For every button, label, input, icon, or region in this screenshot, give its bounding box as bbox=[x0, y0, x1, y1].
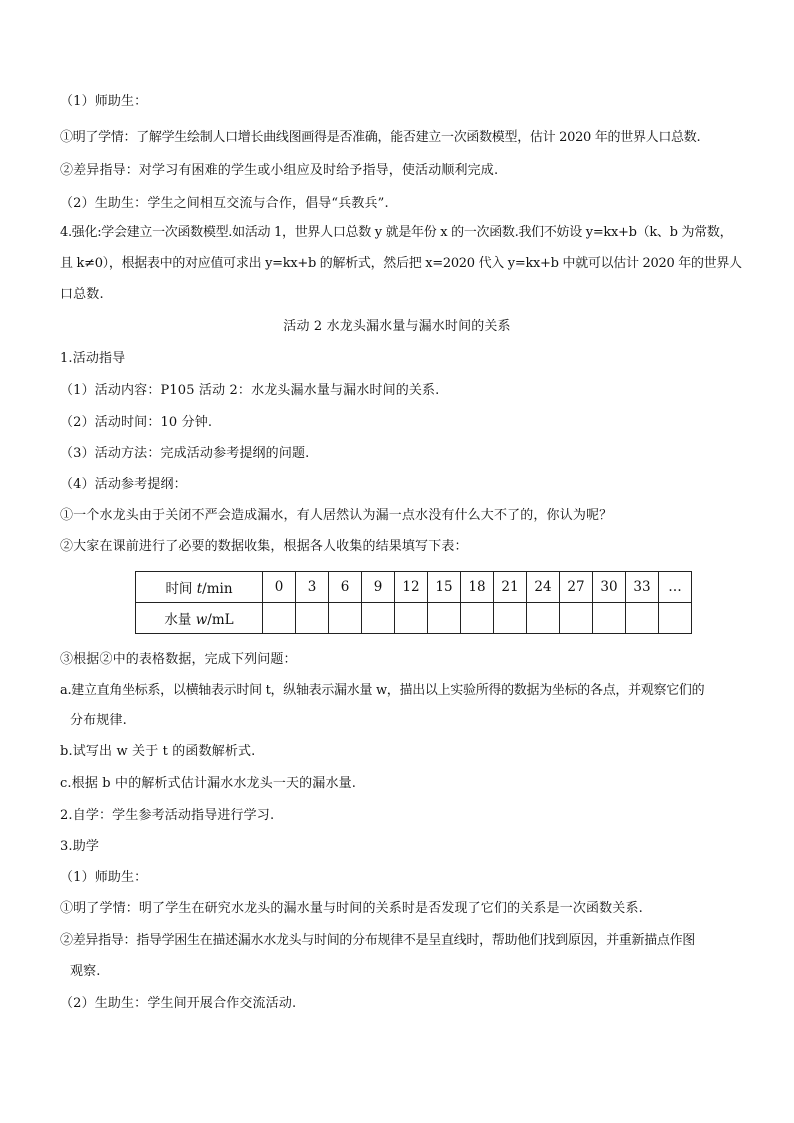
para-differentiated-guidance: ②差异指导：对学习有困难的学生或小组应及时给予指导，使活动顺利完成. bbox=[60, 163, 499, 178]
water-cell[interactable] bbox=[560, 603, 593, 634]
para-activity-time: （2）活动时间：10 分钟. bbox=[60, 415, 213, 430]
water-cell[interactable] bbox=[461, 603, 494, 634]
section-heading: 活动 2 水龙头漏水量与漏水时间的关系 bbox=[283, 319, 511, 334]
para-teacher-help: （1）师助生： bbox=[60, 94, 148, 109]
para-activity-content: （1）活动内容：P105 活动 2：水龙头漏水量与漏水时间的关系. bbox=[60, 383, 440, 398]
para-reinforce-1: 4.强化:学会建立一次函数模型.如活动 1，世界人口总数 y 就是年份 x 的一次函数.我们不妨设 y=kx+b（k、b 为常数， bbox=[60, 225, 733, 240]
time-unit: /min bbox=[202, 581, 233, 597]
para-guidance-2a: ②差异指导：指导学困生在描述漏水水龙头与时间的分布规律不是呈直线时，帮助他们找到原因，并重新描点作图 bbox=[60, 933, 696, 948]
time-cell: 3 bbox=[296, 572, 329, 603]
water-cell[interactable] bbox=[494, 603, 527, 634]
para-activity-guidance: 1.活动指导 bbox=[60, 351, 126, 366]
water-cell[interactable] bbox=[428, 603, 461, 634]
time-cell: 12 bbox=[395, 572, 428, 603]
water-unit: /mL bbox=[207, 612, 234, 628]
water-cell[interactable] bbox=[329, 603, 362, 634]
water-var: w bbox=[195, 612, 208, 628]
water-header bbox=[136, 603, 263, 634]
water-label: 水量 bbox=[164, 612, 196, 628]
time-cell: 33 bbox=[626, 572, 659, 603]
water-cell[interactable] bbox=[263, 603, 296, 634]
time-cell: 9 bbox=[362, 572, 395, 603]
time-cell: … bbox=[659, 572, 692, 603]
table-row-water bbox=[136, 603, 692, 634]
time-cell: 21 bbox=[494, 572, 527, 603]
para-activity-outline: （4）活动参考提纲： bbox=[60, 477, 187, 492]
para-question-1: ①一个水龙头由于关闭不严会造成漏水，有人居然认为漏一点水没有什么大不了的，你认为呢？ bbox=[60, 508, 613, 523]
table-row-time bbox=[136, 572, 692, 603]
para-reinforce-3: 口总数. bbox=[60, 287, 104, 302]
time-cell: 6 bbox=[329, 572, 362, 603]
para-teacher-help-2: （1）师助生： bbox=[60, 870, 148, 885]
water-cell[interactable] bbox=[527, 603, 560, 634]
water-cell[interactable] bbox=[626, 603, 659, 634]
para-task-c: c.根据 b 中的解析式估计漏水水龙头一天的漏水量. bbox=[60, 776, 357, 791]
para-question-3: ③根据②中的表格数据，完成下列问题： bbox=[60, 652, 297, 667]
para-understand-2: ①明了学情：明了学生在研究水龙头的漏水量与时间的关系时是否发现了它们的关系是一次函数关系. bbox=[60, 901, 643, 916]
water-cell[interactable] bbox=[659, 603, 692, 634]
time-cell: 0 bbox=[263, 572, 296, 603]
water-cell[interactable] bbox=[395, 603, 428, 634]
para-understand-situation: ①明了学情：了解学生绘制人口增长曲线图画得是否准确，能否建立一次函数模型，估计 2020 年的世界人口总数. bbox=[60, 130, 701, 145]
water-cell[interactable] bbox=[296, 603, 329, 634]
para-activity-method: （3）活动方法：完成活动参考提纲的问题. bbox=[60, 446, 310, 461]
para-self-study: 2.自学：学生参考活动指导进行学习. bbox=[60, 808, 275, 823]
para-student-help: （2）生助生：学生之间相互交流与合作，倡导“兵教兵”. bbox=[60, 196, 389, 211]
time-cell: 18 bbox=[461, 572, 494, 603]
time-header bbox=[136, 572, 263, 603]
para-question-2: ②大家在课前进行了必要的数据收集，根据各人收集的结果填写下表： bbox=[60, 539, 468, 554]
time-label: 时间 bbox=[165, 581, 197, 597]
water-cell[interactable] bbox=[362, 603, 395, 634]
para-task-a-2: 分布规律. bbox=[70, 713, 127, 728]
time-var: t bbox=[196, 581, 203, 597]
para-guidance-2b: 观察. bbox=[70, 964, 101, 979]
time-cell: 27 bbox=[560, 572, 593, 603]
para-task-b: b.试写出 w 关于 t 的函数解析式. bbox=[60, 744, 256, 759]
para-reinforce-2: 且 k≠0），根据表中的对应值可求出 y=kx+b 的解析式，然后把 x=2020 代入 y=kx+b 中就可以估计 2020 年的世界人 bbox=[60, 256, 742, 271]
leak-data-table bbox=[135, 571, 692, 634]
para-assist: 3.助学 bbox=[60, 839, 100, 854]
time-cell: 15 bbox=[428, 572, 461, 603]
para-student-help-2: （2）生助生：学生间开展合作交流活动. bbox=[60, 996, 297, 1011]
time-cell: 30 bbox=[593, 572, 626, 603]
para-task-a-1: a.建立直角坐标系，以横轴表示时间 t，纵轴表示漏水量 w，描出以上实验所得的数据为坐标的各点，并观察它们的 bbox=[60, 683, 705, 698]
time-cell: 24 bbox=[527, 572, 560, 603]
water-cell[interactable] bbox=[593, 603, 626, 634]
